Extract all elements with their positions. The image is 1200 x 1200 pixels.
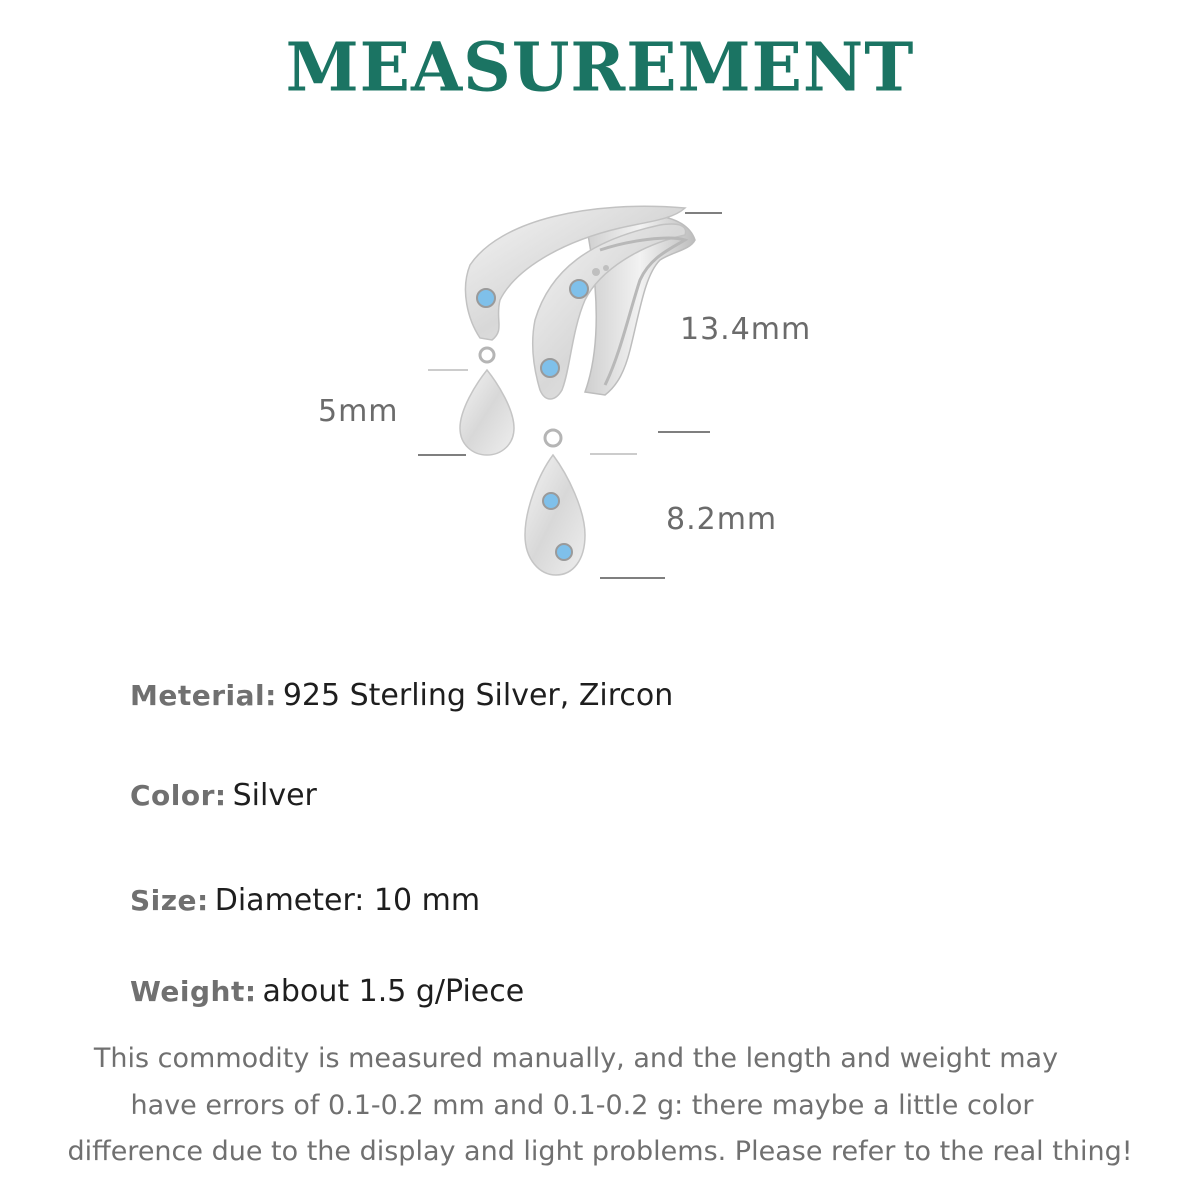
disclaimer-line-2: have errors of 0.1-0.2 mm and 0.1-0.2 g: there maybe a little color — [130, 1090, 1034, 1121]
dimension-small-drop-label: 5mm — [318, 394, 399, 429]
dimension-large-drop-label: 8.2mm — [666, 502, 778, 537]
spec-color-key: Color: — [130, 779, 227, 812]
spec-weight-value: about 1.5 g/Piece — [262, 974, 525, 1009]
spec-size — [130, 883, 480, 918]
page-title: MEASUREMENT — [285, 27, 915, 107]
dimension-height-label: 13.4mm — [680, 312, 812, 347]
spec-weight — [130, 974, 524, 1009]
spec-color — [130, 778, 317, 813]
spec-size-value: Diameter: 10 mm — [214, 883, 481, 918]
spec-weight-key: Weight: — [130, 975, 257, 1008]
spec-size-key: Size: — [130, 884, 209, 917]
spec-material-value: 925 Sterling Silver, Zircon — [282, 678, 674, 713]
spec-color-value: Silver — [232, 778, 317, 813]
product-figure — [300, 180, 900, 620]
disclaimer-line-3: difference due to the display and light problems. Please refer to the real thing! — [67, 1136, 1133, 1167]
spec-material-key: Meterial: — [130, 679, 277, 712]
spec-material — [130, 678, 673, 713]
disclaimer-line-1: This commodity is measured manually, and the length and weight may — [93, 1043, 1059, 1074]
